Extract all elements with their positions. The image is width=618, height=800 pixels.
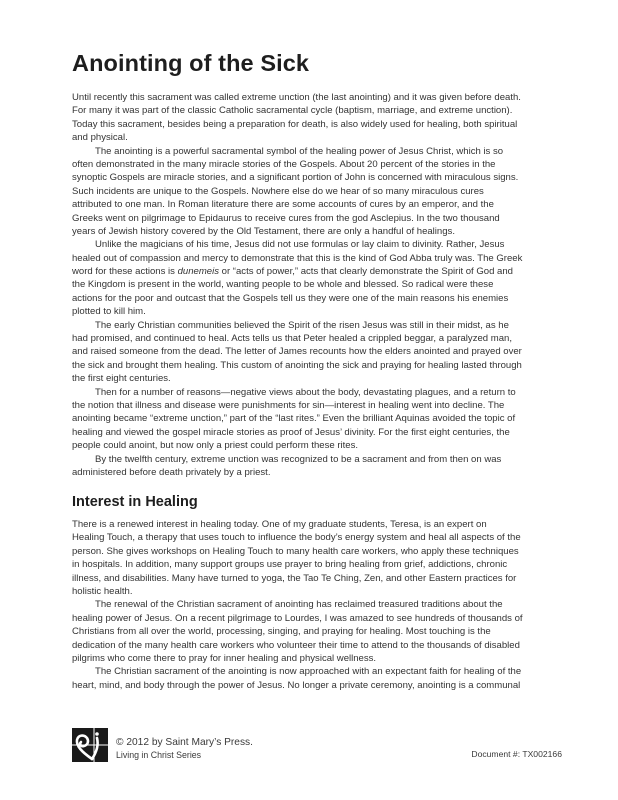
section-heading: Interest in Healing [72, 494, 198, 510]
paragraph [72, 238, 572, 318]
text-line: attributed to one man. In Roman literature there are some accounts of cures by an emperor, and the [72, 199, 494, 211]
text-line: the first eight centuries. [72, 373, 171, 385]
text-line: Until recently this sacrament was called extreme unction (the last anointing) and it was given before death. [72, 92, 521, 103]
text-line: plotted to kill him. [72, 306, 146, 318]
paragraph [72, 145, 572, 239]
text-line: in hospitals. In addition, many support groups use prayer to bring healing from grief, addictions, chronic [72, 559, 508, 571]
text-line: Healing Touch, a therapy that uses touch to influence the body’s energy system and heal all aspects of the [72, 532, 521, 544]
copyright-text: © 2012 by Saint Mary’s Press. [116, 737, 253, 748]
text-line: the Kingdom is present in the world, wanting people to be whole and blessed. So radical were these [72, 279, 494, 291]
page-title: Anointing of the Sick [72, 50, 310, 76]
text-line: had promised, and continued to heal. Acts tells us that Peter healed a crippled beggar, a paralyzed man, [72, 333, 512, 345]
saint-marys-press-logo-icon [72, 728, 108, 762]
text-line: healing and viewed the gospel miracle stories as proof of Jesus’ divinity. For the first eight centuries, the [72, 426, 510, 438]
text-line: The anointing is a powerful sacramental symbol of the healing power of Jesus Christ, which is so [95, 145, 504, 157]
paragraph [72, 319, 572, 386]
text-line: the sick and brought them healing. This custom of anointing the sick and praying for healing lasted through [72, 359, 522, 371]
text-fragment: or “acts of power,” acts that clearly demonstrate the Spirit of God and [219, 266, 513, 278]
text-line: illness, and disabilities. Many have turned to yoga, the Tao Te Ching, Zen, and other Eastern practices for [72, 572, 517, 584]
section-interest-in-healing [72, 518, 572, 692]
text-line: administered before death privately by a priest. [72, 466, 271, 478]
text-line: people could anoint, but now only a priest could perform these rites. [72, 440, 359, 452]
paragraph [72, 518, 572, 598]
text-line: Christians from all over the world, processing, singing, and praying for healing. Most touching is the [72, 626, 491, 638]
footer-credits [116, 736, 253, 762]
text-line: Then for a number of reasons—negative views about the body, devastating plagues, and a return to [95, 386, 516, 398]
text-line: and raised someone from the dead. The letter of James recounts how the elders anointed and prayed over [72, 346, 522, 358]
text-line: Such incidents are unique to the Gospels. Nowhere else do we hear of so many miraculous cures [72, 185, 484, 197]
text-line: pilgrims who come there to pray for inner healing and physical wellness. [72, 652, 377, 664]
text-fragment: word for these actions is [72, 266, 178, 278]
document-number: Document #: TX002166 [471, 749, 562, 759]
text-line: the notion that illness and disease were punishments for sin—interest in healing went into decline. The [72, 399, 505, 411]
text-line: Unlike the magicians of his time, Jesus did not use formulas or lay claim to divinity. Rather, Jesus [95, 239, 505, 251]
text-line: The renewal of the Christian sacrament of anointing has reclaimed treasured traditions about the [95, 599, 503, 611]
text-line: For many it was part of the classic Catholic sacramental cycle (baptism, marriage, and extreme unction). [72, 105, 513, 117]
text-line: anointing became “extreme unction,” part of the “last rites.” Even the brilliant Aquinas avoided the topic of [72, 413, 516, 425]
section-intro [72, 91, 572, 479]
text-line: Greeks went on pilgrimage to Epidaurus to receive cures from the god Asclepius. In the two thousand [72, 212, 500, 224]
text-line: holistic health. [72, 585, 133, 597]
paragraph [72, 386, 572, 453]
paragraph [72, 665, 572, 692]
series-name: Living in Christ Series [116, 750, 202, 760]
italic-term: dunemeis [177, 266, 220, 278]
text-line: There is a renewed interest in healing today. One of my graduate students, Teresa, is an expert on [72, 519, 487, 530]
text-line [72, 265, 572, 278]
text-line: The Christian sacrament of the anointing is now approached with an expectant faith for healing of the [95, 666, 522, 678]
text-line: By the twelfth century, extreme unction was recognized to be a sacrament and from then on was [95, 453, 502, 465]
text-line: and physical. [72, 132, 128, 144]
text-line: often demonstrated in the many miracle stories of the Gospels. About 20 percent of the stories in the [72, 158, 496, 170]
text-line: synoptic Gospels are miracle stories, and a significant portion of John is concerned with miraculous signs. [72, 172, 519, 184]
text-line: healing power of Jesus. On a recent pilgrimage to Lourdes, I was amazed to see hundreds of thousands of [72, 612, 523, 624]
text-line: actions for the poor and outcast that the Gospels tell us they were one of the main reasons his enemies [72, 292, 509, 304]
text-line: heart, mind, and body through the power of Jesus. No longer a private ceremony, anointing is a communal [72, 679, 521, 691]
text-line: healed out of compassion and mercy to demonstrate that this is the kind of God Abba truly was. The Greek [72, 252, 523, 264]
text-line: years of Jewish history covered by the Old Testament, there are only a handful of healings. [72, 225, 455, 237]
paragraph [72, 453, 572, 480]
text-line: person. She gives workshops on Healing Touch to many health care workers, who apply these techniques [72, 545, 519, 557]
text-line: dedication of the many health care workers who volunteer their time to attend to the thousands of disabled [72, 639, 520, 651]
paragraph [72, 598, 572, 665]
page-footer [72, 728, 572, 768]
text-line: Today this sacrament, besides being a preparation for death, is also widely used for healing, both spiritual [72, 118, 518, 130]
paragraph [72, 91, 572, 145]
text-line: The early Christian communities believed the Spirit of the risen Jesus was still in their midst, as he [95, 319, 509, 331]
